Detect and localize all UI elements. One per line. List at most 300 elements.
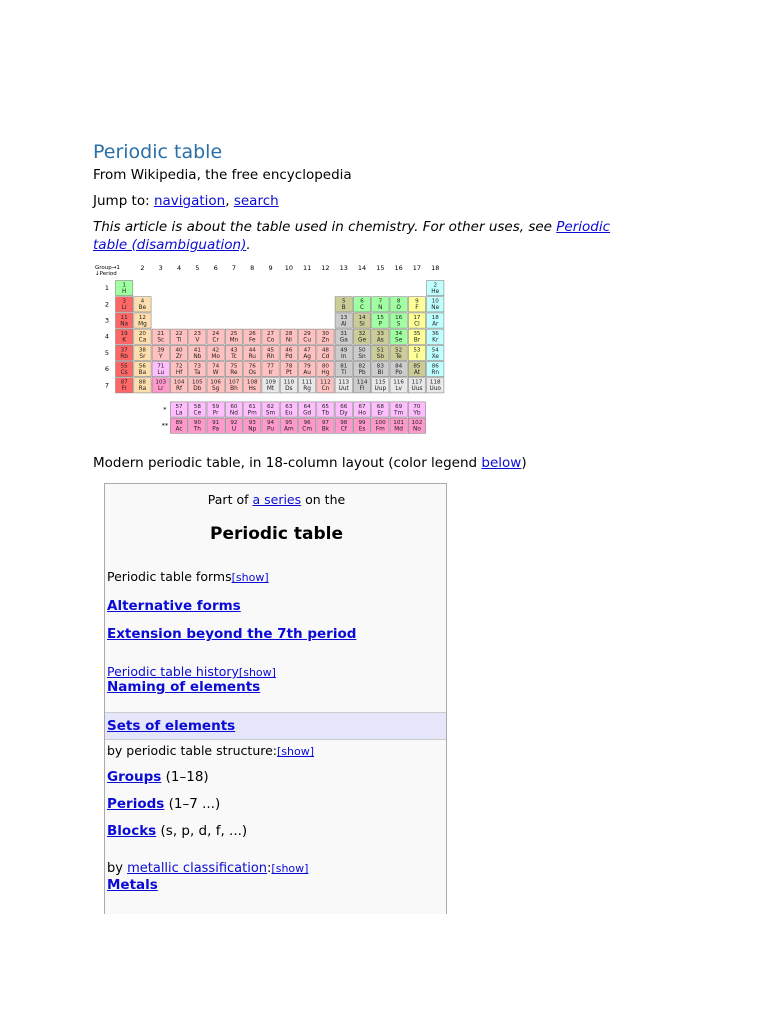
element-number: 14: [358, 314, 366, 321]
element-number: 50: [358, 347, 366, 354]
series-link[interactable]: a series: [252, 492, 302, 507]
element-number: 62: [266, 403, 275, 410]
element-number: 6: [360, 298, 364, 305]
group-label: 10: [284, 264, 293, 272]
extension-row: [107, 626, 446, 642]
element-number: 55: [120, 363, 128, 370]
article-header: [93, 140, 673, 254]
element-symbol: U: [231, 426, 237, 433]
element-number: 94: [266, 420, 275, 427]
element-symbol: Ag: [303, 353, 311, 360]
element-number: 39: [157, 347, 165, 354]
element-number: 71: [157, 363, 165, 370]
element-symbol: Zr: [175, 353, 183, 360]
element-symbol: Na: [120, 321, 129, 328]
jump-to: [93, 192, 673, 210]
element-number: 1: [122, 282, 126, 289]
element-symbol: Fm: [375, 426, 385, 433]
element-symbol: Te: [395, 353, 402, 360]
element-symbol: Rf: [176, 386, 183, 393]
element-number: 61: [248, 403, 256, 410]
element-symbol: Tb: [321, 410, 330, 417]
element-number: 19: [120, 331, 128, 338]
period-label: 5: [104, 348, 110, 357]
structure-row: [107, 743, 446, 758]
element-symbol: Zn: [321, 337, 330, 344]
element-symbol: V: [195, 337, 200, 344]
part-of-suffix: on the: [305, 492, 346, 507]
element-symbol: P: [378, 321, 383, 328]
element-symbol: Cr: [212, 337, 219, 344]
element-symbol: Ds: [285, 386, 293, 393]
group-label: 12: [321, 264, 330, 272]
part-of-series: [107, 492, 446, 507]
period-label: 7: [104, 381, 110, 390]
element-number: 51: [376, 347, 384, 354]
element-symbol: Sm: [265, 410, 276, 417]
group-label: 18: [431, 264, 440, 272]
element-symbol: Sn: [358, 353, 366, 360]
metallic-show-toggle[interactable]: [show]: [271, 862, 309, 875]
element-symbol: Co: [266, 337, 275, 344]
element-symbol: Cl: [414, 321, 420, 328]
element-number: 76: [248, 363, 256, 370]
group-label: 9: [268, 264, 273, 272]
element-symbol: Yb: [413, 410, 421, 417]
element-number: 17: [413, 314, 421, 321]
part-of-prefix: Part of: [207, 492, 249, 507]
element-symbol: Sr: [139, 353, 146, 360]
metals-link[interactable]: Metals: [107, 877, 158, 893]
element-symbol: Ta: [194, 370, 201, 376]
element-symbol: Fl: [359, 386, 365, 393]
element-symbol: Rh: [266, 353, 275, 360]
element-number: 86: [431, 363, 439, 370]
element-number: 106: [210, 379, 221, 386]
element-number: 72: [175, 363, 183, 370]
element-symbol: N: [378, 305, 383, 312]
element-number: 116: [393, 379, 404, 386]
group-label: 15: [376, 264, 385, 272]
element-number: 10: [431, 298, 439, 305]
element-symbol: Mn: [229, 337, 239, 344]
element-symbol: Ra: [138, 386, 147, 393]
element-symbol: Br: [413, 337, 421, 344]
element-symbol: Ne: [431, 305, 440, 312]
caption-end: ): [521, 455, 527, 471]
element-number: 111: [301, 379, 313, 386]
element-number: 38: [138, 347, 147, 354]
element-number: 70: [413, 403, 421, 410]
element-number: 75: [230, 363, 238, 370]
groups-range: (1–18): [165, 769, 209, 785]
period-label: 2: [104, 300, 110, 309]
element-number: 114: [356, 379, 368, 386]
element-symbol: Cu: [303, 337, 312, 344]
element-number: 113: [338, 379, 350, 386]
element-number: 29: [303, 331, 311, 338]
element-number: 22: [175, 331, 183, 338]
element-symbol: Am: [284, 426, 294, 433]
element-number: 117: [411, 379, 423, 386]
element-symbol: In: [341, 353, 347, 360]
element-symbol: C: [360, 305, 365, 312]
element-number: 60: [230, 403, 238, 410]
element-symbol: F: [415, 305, 419, 312]
element-symbol: Si: [359, 321, 365, 328]
group-label: 5: [195, 264, 200, 272]
element-symbol: Rb: [120, 353, 129, 360]
element-number: 34: [395, 331, 403, 338]
element-number: 82: [358, 363, 366, 370]
element-number: 66: [340, 403, 348, 410]
element-number: 56: [138, 363, 147, 370]
element-symbol: Ni: [285, 337, 292, 344]
element-symbol: No: [413, 426, 421, 433]
element-symbol: Ar: [432, 321, 439, 328]
element-number: 79: [303, 363, 311, 370]
element-number: 90: [193, 420, 201, 427]
element-symbol: Ga: [339, 337, 348, 344]
element-symbol: Tl: [341, 370, 347, 376]
infobox-title: Periodic table: [210, 524, 343, 544]
element-number: 69: [395, 403, 403, 410]
groups-row: [107, 769, 446, 785]
element-symbol: Hg: [321, 370, 330, 376]
element-number: 44: [248, 347, 256, 354]
element-symbol: Bk: [321, 426, 330, 433]
element-symbol: Es: [358, 426, 366, 433]
element-number: 64: [303, 403, 311, 410]
element-number: 110: [283, 379, 295, 386]
element-number: 105: [192, 379, 203, 386]
element-symbol: Fr: [121, 386, 127, 393]
element-symbol: Cm: [302, 426, 313, 433]
group-label: 3: [158, 264, 163, 272]
structure-label: by periodic table structure:: [107, 743, 278, 758]
metallic-prefix: by: [107, 861, 123, 876]
image-caption: [93, 454, 527, 472]
element-number: 77: [266, 363, 275, 370]
element-number: 54: [431, 347, 439, 354]
element-number: 53: [413, 347, 421, 354]
metallic-row: [107, 861, 446, 876]
element-symbol: Np: [248, 426, 257, 433]
element-symbol: Rn: [431, 370, 440, 376]
element-number: 78: [285, 363, 293, 370]
element-symbol: Ge: [358, 337, 367, 344]
element-number: 58: [193, 403, 201, 410]
element-number: 89: [175, 420, 183, 427]
group-corner-label: Group→1: [95, 265, 120, 271]
element-number: 74: [212, 363, 220, 370]
element-symbol: La: [175, 410, 183, 417]
element-symbol: Mo: [211, 353, 220, 360]
element-number: 41: [193, 347, 201, 354]
element-number: 25: [230, 331, 238, 338]
element-number: 87: [120, 379, 128, 386]
element-symbol: S: [396, 321, 401, 328]
element-number: 80: [321, 363, 330, 370]
element-symbol: Th: [193, 426, 201, 433]
forms-show-toggle[interactable]: [show]: [231, 571, 269, 584]
page-title: Periodic table: [93, 141, 223, 163]
element-number: 100: [375, 420, 386, 427]
element-symbol: Gd: [303, 410, 312, 417]
element-symbol: Pt: [285, 370, 292, 376]
element-number: 13: [340, 314, 348, 321]
element-number: 11: [120, 314, 128, 321]
element-symbol: Se: [395, 337, 403, 344]
element-symbol: Cn: [321, 386, 330, 393]
group-label: 13: [339, 264, 348, 272]
element-number: 92: [230, 420, 238, 427]
naming-row: [107, 679, 446, 695]
actinide-row-marker: **: [161, 421, 169, 430]
element-symbol: Nd: [229, 410, 238, 417]
element-symbol: Pd: [285, 353, 293, 360]
element-number: 21: [157, 331, 165, 338]
element-number: 101: [393, 420, 404, 427]
element-number: 42: [212, 347, 220, 354]
period-corner-label: ↓Period: [95, 271, 117, 277]
periods-range: (1–7 ...): [168, 796, 221, 812]
element-number: 15: [376, 314, 384, 321]
lanthanide-row-marker: *: [163, 405, 167, 414]
element-number: 27: [266, 331, 275, 338]
element-symbol: I: [416, 353, 418, 360]
element-number: 16: [395, 314, 403, 321]
element-symbol: Sb: [376, 353, 385, 360]
element-number: 118: [429, 379, 441, 386]
element-symbol: Er: [377, 410, 384, 417]
element-number: 23: [193, 331, 201, 338]
element-number: 40: [175, 347, 183, 354]
metallic-classification-link[interactable]: metallic classification: [127, 861, 268, 876]
element-number: 30: [321, 331, 330, 338]
element-symbol: As: [376, 337, 384, 344]
hatnote-end: .: [246, 237, 251, 253]
history-show-toggle[interactable]: [show]: [238, 666, 276, 679]
element-number: 49: [340, 347, 348, 354]
element-number: 98: [340, 420, 348, 427]
element-number: 102: [411, 420, 423, 427]
caption-text: Modern periodic table, in 18-column layout (color legend: [93, 455, 478, 471]
hatnote: [93, 218, 673, 254]
element-number: 52: [395, 347, 403, 354]
element-number: 7: [378, 298, 383, 305]
element-symbol: Rg: [303, 386, 312, 393]
element-number: 24: [212, 331, 220, 338]
element-number: 65: [321, 403, 330, 410]
jump-separator: ,: [225, 193, 230, 209]
element-number: 104: [173, 379, 185, 386]
sets-of-elements-link[interactable]: Sets of elements: [107, 718, 236, 734]
hatnote-text: This article is about the table used in chemistry. For other uses, see: [93, 219, 552, 235]
element-number: 95: [285, 420, 293, 427]
element-symbol: Db: [193, 386, 202, 393]
element-symbol: Li: [121, 305, 127, 312]
element-symbol: Ba: [138, 370, 147, 376]
element-number: 84: [395, 363, 403, 370]
element-number: 35: [413, 331, 421, 338]
element-symbol: Cd: [321, 353, 330, 360]
element-symbol: Re: [230, 370, 238, 376]
element-symbol: Cs: [120, 370, 128, 376]
naming-link[interactable]: Naming of elements: [107, 679, 261, 695]
group-label: 4: [176, 264, 182, 272]
element-number: 37: [120, 347, 128, 354]
element-number: 103: [155, 379, 167, 386]
element-number: 28: [285, 331, 293, 338]
element-number: 108: [246, 379, 258, 386]
element-number: 9: [415, 298, 419, 305]
element-number: 20: [138, 331, 147, 338]
element-number: 4: [140, 298, 145, 305]
structure-show-toggle[interactable]: [show]: [277, 745, 315, 758]
element-number: 107: [228, 379, 240, 386]
element-number: 68: [376, 403, 384, 410]
blocks-range: (s, p, d, f, ...): [160, 823, 248, 839]
jump-navigation-link[interactable]: navigation: [153, 193, 226, 209]
element-symbol: Pr: [212, 410, 219, 417]
element-number: 8: [396, 298, 401, 305]
element-number: 33: [376, 331, 384, 338]
element-number: 83: [376, 363, 384, 370]
jump-prefix: Jump to:: [93, 193, 150, 209]
element-symbol: Mg: [138, 321, 147, 328]
element-number: 32: [358, 331, 366, 338]
element-symbol: Sc: [157, 337, 165, 344]
sets-header: [105, 712, 446, 740]
element-symbol: Bi: [377, 370, 384, 376]
element-number: 3: [122, 298, 126, 305]
alternative-forms-link[interactable]: Alternative forms: [107, 598, 241, 614]
element-number: 115: [375, 379, 386, 386]
element-number: 67: [358, 403, 366, 410]
forms-label: Periodic table forms: [107, 569, 232, 584]
element-symbol: Ca: [138, 337, 147, 344]
periods-row: [107, 796, 446, 812]
element-number: 5: [341, 298, 346, 305]
element-number: 63: [285, 403, 293, 410]
element-symbol: Xe: [431, 353, 439, 360]
element-number: 73: [193, 363, 201, 370]
extension-link[interactable]: Extension beyond the 7th period: [107, 626, 357, 642]
element-number: 85: [413, 363, 421, 370]
period-label: 4: [104, 332, 110, 341]
element-symbol: Fe: [248, 337, 256, 344]
element-symbol: Lr: [157, 386, 164, 393]
element-symbol: Au: [303, 370, 311, 376]
element-symbol: Lv: [395, 386, 402, 393]
metals-row: [107, 877, 446, 893]
color-legend-link[interactable]: below: [481, 455, 522, 471]
element-symbol: W: [212, 370, 219, 376]
element-number: 31: [340, 331, 348, 338]
element-symbol: Ru: [248, 353, 256, 360]
element-symbol: At: [413, 370, 421, 376]
alt-forms-row: [107, 598, 446, 614]
element-symbol: Y: [158, 353, 163, 360]
element-symbol: Hs: [248, 386, 256, 393]
element-symbol: Uus: [411, 386, 423, 393]
periodic-table-image[interactable]: [93, 262, 463, 448]
element-symbol: Hf: [175, 370, 183, 376]
element-number: 18: [431, 314, 439, 321]
element-number: 91: [212, 420, 220, 427]
element-number: 2: [433, 282, 438, 289]
history-row: [107, 664, 446, 679]
element-number: 59: [212, 403, 220, 410]
disambiguation-link-cont[interactable]: table (disambiguation): [93, 237, 247, 253]
element-number: 36: [431, 331, 439, 338]
element-symbol: Cf: [340, 426, 347, 433]
forms-row: [107, 569, 446, 584]
element-symbol: H: [121, 289, 127, 295]
element-number: 46: [285, 347, 293, 354]
element-symbol: Lu: [157, 370, 165, 376]
element-number: 109: [265, 379, 276, 386]
element-symbol: Ac: [175, 426, 183, 433]
element-symbol: Ce: [193, 410, 202, 417]
element-symbol: Po: [395, 370, 403, 376]
jump-search-link[interactable]: search: [233, 193, 279, 209]
element-symbol: Mt: [266, 386, 275, 393]
element-symbol: Be: [138, 305, 147, 312]
element-symbol: He: [431, 289, 440, 295]
element-symbol: Pa: [212, 426, 220, 433]
groups-link[interactable]: Groups: [107, 769, 162, 785]
element-symbol: Md: [394, 426, 403, 433]
group-label: 8: [250, 264, 255, 272]
element-symbol: Dy: [339, 410, 348, 417]
element-symbol: Pu: [267, 426, 275, 433]
disambiguation-link[interactable]: Periodic: [556, 219, 611, 235]
history-link[interactable]: Periodic table history: [107, 664, 239, 679]
tagline: From Wikipedia, the free encyclopedia: [93, 167, 352, 183]
element-number: 43: [230, 347, 238, 354]
element-symbol: Bh: [230, 386, 238, 393]
group-label: 11: [303, 264, 312, 272]
group-label: 2: [140, 264, 145, 272]
element-symbol: Uut: [338, 386, 349, 393]
element-number: 81: [340, 363, 348, 370]
element-number: 48: [321, 347, 330, 354]
group-label: 14: [357, 264, 367, 272]
element-symbol: Nb: [193, 353, 202, 360]
element-symbol: Al: [340, 321, 347, 328]
element-symbol: Pm: [247, 410, 257, 417]
element-symbol: Eu: [285, 410, 293, 417]
element-symbol: Uup: [374, 386, 387, 393]
element-symbol: Ho: [358, 410, 367, 417]
series-infobox: [104, 483, 447, 914]
element-number: 93: [248, 420, 256, 427]
group-label: 6: [213, 264, 218, 272]
metallic-colon: :: [267, 861, 272, 876]
element-number: 97: [321, 420, 330, 427]
blocks-link[interactable]: Blocks: [107, 823, 157, 839]
period-label: 3: [104, 316, 110, 325]
element-number: 47: [303, 347, 311, 354]
element-number: 88: [138, 379, 147, 386]
period-label: 1: [104, 284, 110, 293]
element-number: 45: [266, 347, 275, 354]
periods-link[interactable]: Periods: [107, 796, 165, 812]
element-symbol: Ti: [176, 337, 182, 344]
element-number: 112: [320, 379, 331, 386]
